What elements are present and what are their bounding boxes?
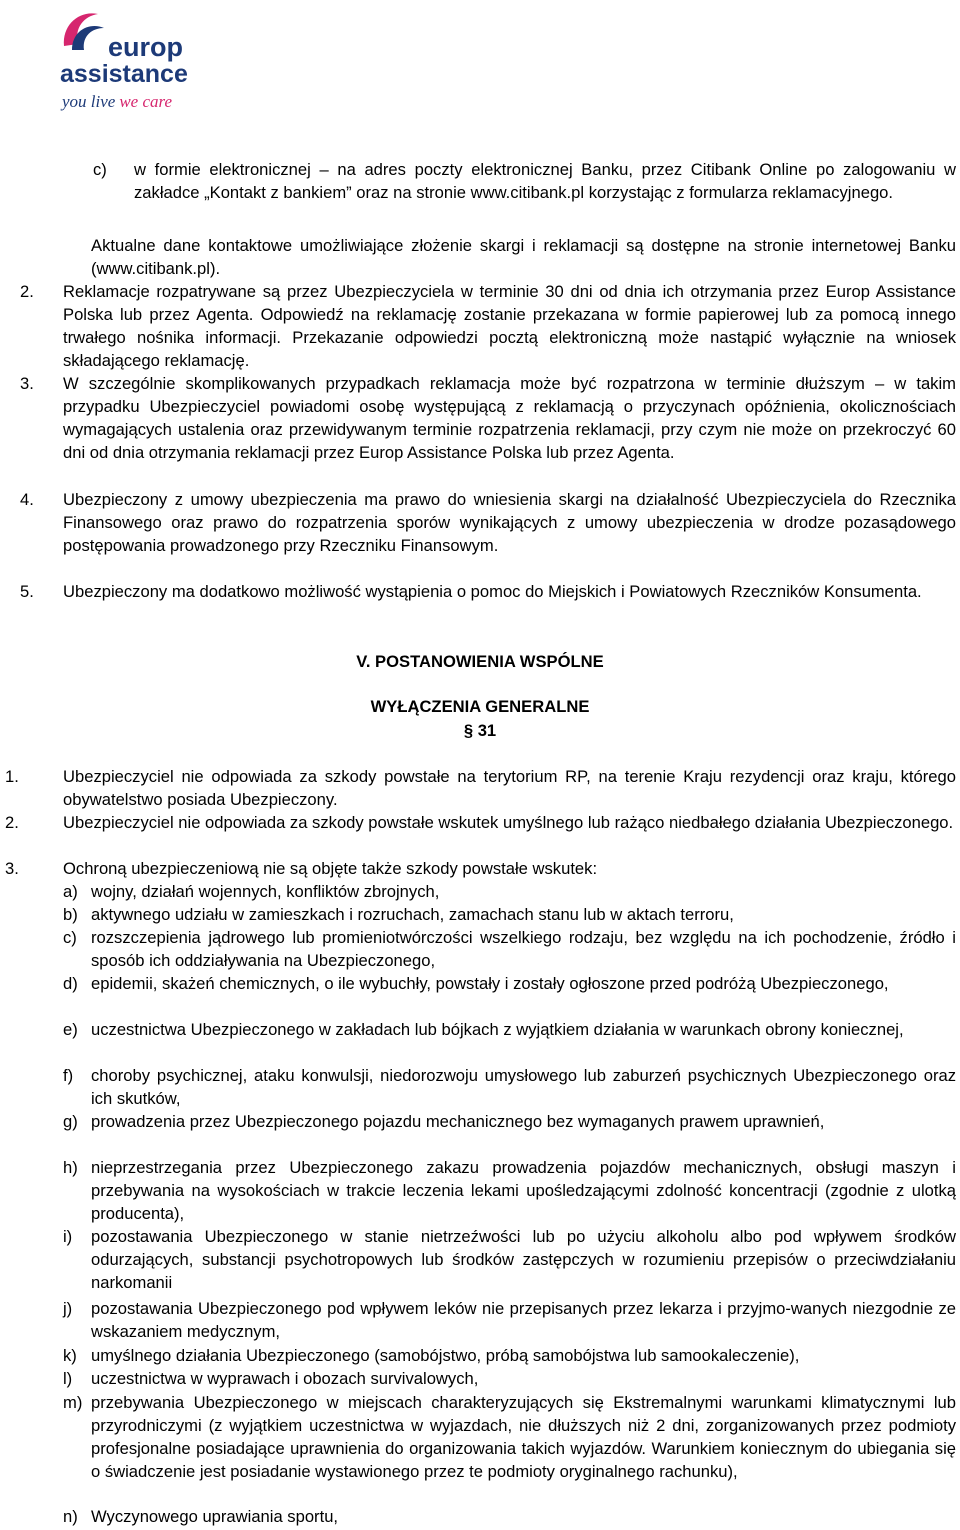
item-text: nieprzestrzegania przez Ubezpieczonego zakazu prowadzenia pojazdów mechanicznych, obsługi maszyn i przebywania na wysokościach w trakcie leczenia lekami upośledzającymi zdolność koncentracji (zgodnie z ulotką producenta), bbox=[91, 1158, 956, 1223]
item-marker: n) bbox=[63, 1507, 78, 1526]
item-text: W szczególnie skomplikowanych przypadkach reklamacja może być rozpatrzona w terminie dłuższym – w takim przypadku Ubezpieczyciel powiadomi osobę występującą z reklamacją o przyczynach opóźnienia, okolicznościach wymagających ustalenia oraz przewidywanym terminie rozpatrzenia reklamacji, przy czym nie może on przekroczyć 60 dni od dnia otrzymania reklamacji przez Europ Assistance Polska lub przez Agenta. bbox=[63, 374, 956, 462]
item-marker: b) bbox=[63, 905, 78, 924]
section-subtitle: WYŁĄCZENIA GENERALNE bbox=[370, 697, 590, 716]
item-text: epidemii, skażeń chemicznych, o ile wybuchły, powstały i zostały ogłoszone przed podróżą Ubezpieczonego, bbox=[91, 974, 889, 993]
item-text: Ubezpieczony ma dodatkowo możliwość wystąpienia o pomoc do Miejskich i Powiatowych Rzeczników Konsumenta. bbox=[63, 582, 922, 601]
item-marker: c) bbox=[93, 160, 107, 179]
item-text: Ubezpieczyciel nie odpowiada za szkody powstałe wskutek umyślnego lub rażąco niedbałego działania Ubezpieczonego. bbox=[63, 813, 954, 832]
logo-graphic bbox=[58, 6, 198, 114]
item-text: Ubezpieczony z umowy ubezpieczenia ma prawo do wniesienia skargi na działalność Ubezpieczyciela do Rzecznika Finansowego oraz prawo do rozpatrzenia sporów wynikających z umowy ubezpieczenia w drodze pozasądowego postępowania prowadzonego przy Rzeczniku Finansowym. bbox=[63, 490, 956, 555]
item-text: prowadzenia przez Ubezpieczonego pojazdu mechanicznego bez wymaganych prawem uprawnień, bbox=[91, 1112, 825, 1131]
item-text: Reklamacje rozpatrywane są przez Ubezpieczyciela w terminie 30 dni od dnia ich otrzymania przez Europ Assistance Polska lub przez Agenta. Odpowiedź na reklamację zostanie przekazana w formie papierowej lub za pomocą innego trwałego nośnika informacji. Przekazanie odpowiedzi pocztą elektroniczną może nastąpić wyłącznie na wniosek składającego reklamację. bbox=[63, 282, 956, 370]
item-marker: c) bbox=[63, 928, 77, 947]
item-marker: d) bbox=[63, 974, 78, 993]
logo-word-europ: europ bbox=[108, 32, 184, 62]
item-text: w formie elektronicznej – na adres poczty elektronicznej Banku, przez Citibank Online po zalogowaniu w zakładce „Kontakt z bankiem” oraz na stronie www.citibank.pl korzystając z formularza reklamacyjnego. bbox=[134, 160, 956, 202]
paragraph-number bbox=[0, 719, 960, 742]
item-text: choroby psychicznej, ataku konwulsji, niedorozwoju umysłowego lub zaburzeń psychicznych Ubezpieczonego oraz ich skutków, bbox=[91, 1066, 956, 1108]
item-text: Wyczynowego uprawiania sportu, bbox=[91, 1507, 339, 1526]
item-marker: 4. bbox=[20, 490, 34, 509]
paragraph-sign-icon: § bbox=[463, 721, 478, 740]
item-marker: i) bbox=[63, 1227, 73, 1246]
item-text: uczestnictwa w wyprawach i obozach survivalowych, bbox=[91, 1369, 479, 1388]
item-marker: 2. bbox=[20, 282, 34, 301]
section-title: V. POSTANOWIENIA WSPÓLNE bbox=[356, 652, 604, 671]
logo-tagline-b: we care bbox=[119, 92, 173, 111]
logo-tagline bbox=[60, 92, 173, 111]
europ-assistance-logo bbox=[58, 6, 198, 114]
item-text: rozszczepienia jądrowego lub promieniotwórczości wszelkiego rodzaju, bez względu na ich pochodzenie, źródło i sposób ich oddziaływania na Ubezpieczonego, bbox=[91, 928, 956, 970]
item-marker: e) bbox=[63, 1020, 78, 1039]
item-text: aktywnego udziału w zamieszkach i rozruchach, zamachach stanu lub w aktach terroru, bbox=[91, 905, 734, 924]
item-text: umyślnego działania Ubezpieczonego (samobójstwo, próbą samobójstwa lub samookaleczenie), bbox=[91, 1346, 800, 1365]
item-marker: 3. bbox=[5, 859, 19, 878]
item-text: pozostawania Ubezpieczonego w stanie nietrzeźwości lub po użyciu alkoholu albo pod wpływem środków odurzających, substancji psychotropowych lub środków zastępczych w rozumieniu przepisów o przeciwdziałaniu narkomanii bbox=[91, 1227, 956, 1292]
item-marker: 3. bbox=[20, 374, 34, 393]
item-text: pozostawania Ubezpieczonego pod wpływem leków nie przepisanych przez lekarza i przyjmo-wanych niezgodnie ze wskazaniem medycznym, bbox=[91, 1299, 956, 1341]
item-marker: h) bbox=[63, 1158, 78, 1177]
item-marker: 2. bbox=[5, 813, 19, 832]
item-marker: f) bbox=[63, 1066, 74, 1085]
item-marker: j) bbox=[63, 1299, 73, 1318]
item-marker: g) bbox=[63, 1112, 78, 1131]
logo-tagline-a: you live bbox=[62, 92, 116, 111]
item-marker: a) bbox=[63, 882, 78, 901]
item-text: Ubezpieczyciel nie odpowiada za szkody powstałe na terytorium RP, na terenie Kraju rezydencji oraz kraju, którego obywatelstwo posiada Ubezpieczony. bbox=[63, 767, 956, 809]
logo-word-assistance: assistance bbox=[60, 60, 188, 88]
item-text: Ochroną ubezpieczeniową nie są objęte także szkody powstałe wskutek: bbox=[63, 859, 598, 878]
contact-note: Aktualne dane kontaktowe umożliwiające złożenie skargi i reklamacji są dostępne na stronie internetowej Banku (www.citibank.pl). bbox=[91, 236, 956, 278]
item-marker: l) bbox=[63, 1369, 73, 1388]
item-marker: k) bbox=[63, 1346, 77, 1365]
paragraph-number-value: 31 bbox=[477, 721, 497, 740]
item-text: uczestnictwa Ubezpieczonego w zakładach lub bójkach z wyjątkiem działania w warunkach obrony koniecznej, bbox=[91, 1020, 904, 1039]
item-text: wojny, działań wojennych, konfliktów zbrojnych, bbox=[91, 882, 440, 901]
item-text: przebywania Ubezpieczonego w miejscach charakteryzujących się Ekstremalnymi warunkami klimatycznymi lub przyrodniczymi (z wyjątkiem uczestnictwa w wyjazdach, nie dłuższych niż 2 dni, zorganizowanych przez podmioty profesjonalne posiadające uprawnienia do organizowania takich wyjazdów. Warunkiem koniecznym do ubiegania się o świadczenie jest posiadanie wystawionego przez te podmioty oryginalnego rachunku), bbox=[91, 1393, 956, 1481]
item-marker: 5. bbox=[20, 582, 34, 601]
item-marker: 1. bbox=[5, 767, 19, 786]
item-marker: m) bbox=[63, 1393, 83, 1412]
